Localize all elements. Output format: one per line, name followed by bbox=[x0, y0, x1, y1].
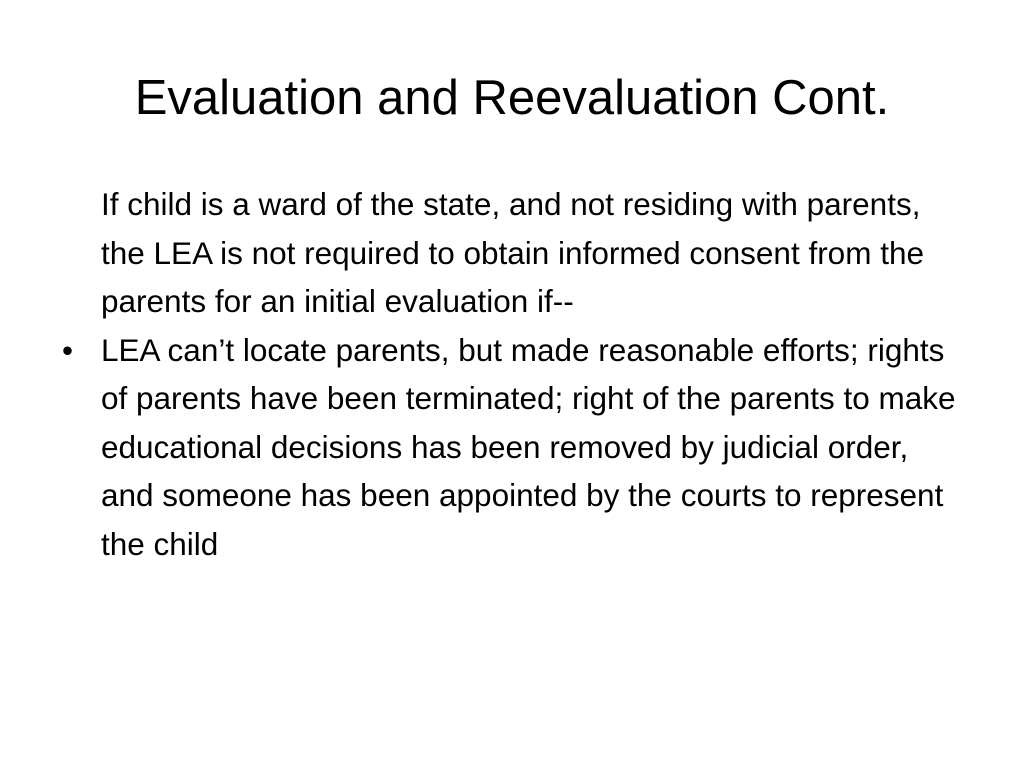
slide-body bbox=[60, 180, 960, 568]
intro-paragraph bbox=[60, 180, 960, 326]
bullet-item bbox=[60, 326, 960, 569]
slide-title: Evaluation and Reevaluation Cont. bbox=[134, 71, 890, 125]
intro-paragraph-text: If child is a ward of the state, and not residing with parents, the LEA is not required to obtain informed consent from the parents for an initial evaluation if-- bbox=[101, 186, 924, 319]
bullet-dot-icon: • bbox=[62, 331, 74, 368]
bullet-item-text: LEA can’t locate parents, but made reasonable efforts; rights of parents have been terminated; right of the parents to make educational decisions has been removed by judicial order, and someone has been appointed by the courts to represent the child bbox=[101, 331, 956, 562]
